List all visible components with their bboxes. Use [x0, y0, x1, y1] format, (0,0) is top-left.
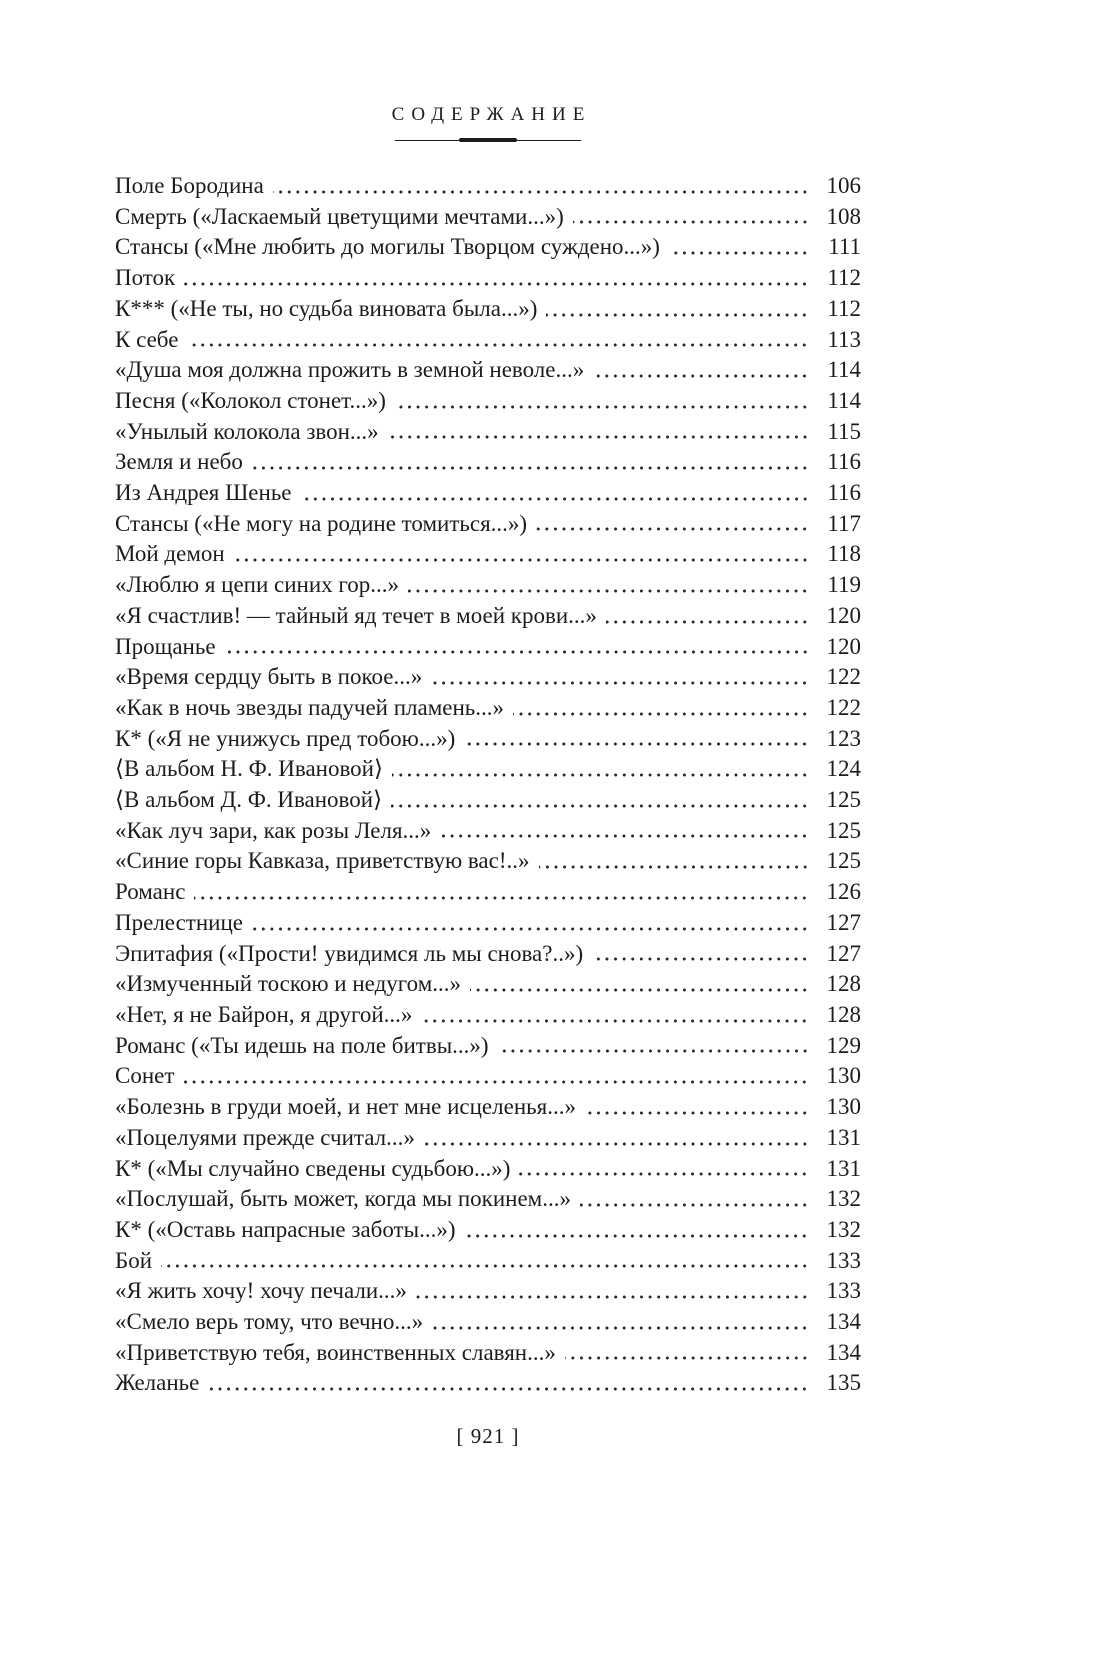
- toc-entry-page: 130: [826, 1063, 861, 1089]
- toc-entry: [115, 386, 861, 417]
- toc-entry-title: Поток: [115, 265, 176, 291]
- toc-entry-page: 120: [826, 633, 861, 659]
- toc-entry: [115, 877, 861, 908]
- toc-entry-title: «Нет, я не Байрон, я другой...»: [115, 1001, 413, 1027]
- toc-entry-page: 116: [827, 449, 861, 475]
- toc-entry-page: 119: [827, 572, 861, 598]
- toc-entry-title: ⟨В альбом Д. Ф. Ивановой⟩: [115, 787, 383, 813]
- toc-entry-page: 129: [826, 1032, 861, 1058]
- toc-entry: [115, 539, 861, 570]
- dot-leader: [432, 1307, 809, 1338]
- toc-entry-page: 122: [826, 694, 861, 720]
- dot-leader: [184, 263, 809, 294]
- toc-entry-title: «Послушай, быть может, когда мы покинем...»: [115, 1186, 571, 1212]
- dot-leader: [301, 478, 809, 509]
- toc-entry-page: 128: [826, 971, 861, 997]
- toc-entry-title: К*** («Не ты, но судьба виновата была...»): [115, 295, 538, 321]
- toc-entry-page: 125: [826, 817, 861, 843]
- toc-entry-title: «Смело верь тому, что вечно...»: [115, 1309, 424, 1335]
- toc-entry-page: 116: [827, 480, 861, 506]
- toc-entry: [115, 724, 861, 755]
- toc-entry-page: 115: [827, 418, 861, 444]
- dot-leader: [440, 816, 809, 847]
- toc-entry: [115, 355, 861, 386]
- dot-leader: [252, 447, 809, 478]
- toc-entry-page: 118: [827, 541, 861, 567]
- dot-leader: [592, 939, 809, 970]
- toc-entry-page: 125: [826, 848, 861, 874]
- toc-entry-title: Поле Бородина: [115, 173, 264, 198]
- toc-entry-page: 108: [826, 203, 861, 229]
- toc-entry: [115, 570, 861, 601]
- dot-leader: [208, 1368, 809, 1399]
- toc-entry-title: Эпитафия («Прости! увидимся ль мы снова?..»): [115, 940, 584, 966]
- toc-entry-page: 112: [827, 265, 861, 291]
- dot-leader: [183, 1061, 809, 1092]
- toc-entry: [115, 263, 861, 294]
- dot-leader: [391, 785, 809, 816]
- dot-leader: [395, 386, 809, 417]
- toc-entry-title: Желанье: [115, 1370, 200, 1396]
- toc-entry-title: Стансы («Мне любить до могилы Творцом суждено...»): [115, 234, 660, 260]
- toc-entry-title: Романс («Ты идешь на поле битвы...»): [115, 1032, 489, 1058]
- dot-leader: [536, 509, 809, 540]
- dot-leader: [194, 877, 809, 908]
- toc-entry: [115, 171, 861, 202]
- toc-entry-page: 113: [827, 326, 861, 352]
- dot-leader: [565, 1338, 809, 1369]
- toc-entry-title: «Унылый колокола звон...»: [115, 418, 379, 444]
- toc-entry: [115, 601, 861, 632]
- toc-entry-title: К себе: [115, 326, 179, 352]
- toc-entry: [115, 1276, 861, 1307]
- toc-entry-page: 106: [826, 173, 861, 198]
- toc-entry-title: «Время сердцу быть в покое...»: [115, 664, 423, 690]
- toc-entry: [115, 846, 861, 877]
- dot-leader: [669, 232, 809, 263]
- toc-entry-page: 132: [826, 1186, 861, 1212]
- toc-entry-title: ⟨В альбом Н. Ф. Ивановой⟩: [115, 756, 383, 782]
- toc-entry-title: «Люблю я цепи синих гор...»: [115, 572, 400, 598]
- toc-entry-page: 117: [827, 510, 861, 536]
- dot-leader: [539, 846, 809, 877]
- dot-leader: [392, 754, 809, 785]
- toc-entry-page: 123: [826, 725, 861, 751]
- dot-leader: [585, 1092, 809, 1123]
- toc-entry-page: 111: [828, 234, 861, 260]
- toc-entry-page: 122: [826, 664, 861, 690]
- toc-entry-title: Сонет: [115, 1063, 175, 1089]
- dot-leader: [388, 417, 809, 448]
- toc-entry-title: Бой: [115, 1247, 153, 1273]
- toc-entry-page: 124: [826, 756, 861, 782]
- toc-entry: [115, 939, 861, 970]
- toc-entry-page: 133: [826, 1247, 861, 1273]
- toc-entry: [115, 1000, 861, 1031]
- toc-entry: [115, 816, 861, 847]
- dot-leader: [273, 171, 809, 202]
- toc-entry-title: Стансы («Не могу на родине томиться...»): [115, 510, 528, 536]
- toc-entry: [115, 1123, 861, 1154]
- toc-entry-page: 125: [826, 787, 861, 813]
- dot-leader: [573, 202, 809, 233]
- dot-leader: [513, 693, 809, 724]
- toc-entry: [115, 1061, 861, 1092]
- toc-entry-title: «Как в ночь звезды падучей пламень...»: [115, 694, 505, 720]
- toc-entry-page: 130: [826, 1094, 861, 1120]
- toc-entry: [115, 662, 861, 693]
- toc-entry-title: Песня («Колокол стонет...»): [115, 387, 386, 413]
- toc-entry-page: 134: [826, 1339, 861, 1365]
- toc-entry-page: 114: [827, 387, 861, 413]
- toc-entry-title: Из Андрея Шенье: [115, 480, 292, 506]
- dot-leader: [252, 908, 809, 939]
- toc-entry: [115, 1215, 861, 1246]
- toc-entry-page: 133: [826, 1278, 861, 1304]
- toc-entry: [115, 1154, 861, 1185]
- dot-leader: [464, 724, 809, 755]
- dot-leader: [580, 1184, 809, 1215]
- toc-entry-title: «Я жить хочу! хочу печали...»: [115, 1278, 407, 1304]
- toc-entry: [115, 202, 861, 233]
- header-rule-ornament: [395, 137, 581, 145]
- toc-entry: [115, 1368, 861, 1399]
- dot-leader: [424, 1123, 809, 1154]
- toc-entry: [115, 417, 861, 448]
- toc-entry-title: Смерть («Ласкаемый цветущими мечтами...»): [115, 203, 564, 229]
- page-number-footer: [ 921 ]: [456, 1424, 520, 1448]
- dot-leader: [187, 325, 809, 356]
- toc-entry-page: 127: [826, 940, 861, 966]
- toc-entry: [115, 785, 861, 816]
- toc-entry-title: «Приветствую тебя, воинственных славян...»: [115, 1339, 556, 1365]
- dot-leader: [464, 1215, 809, 1246]
- dot-leader: [421, 1000, 809, 1031]
- toc-entry-page: 120: [826, 602, 861, 628]
- toc-entry: [115, 1031, 861, 1062]
- toc-entry: [115, 478, 861, 509]
- toc-entry-title: Земля и небо: [115, 449, 243, 475]
- dot-leader: [470, 969, 809, 1000]
- dot-leader: [593, 355, 809, 386]
- toc-entry-title: К* («Оставь напрасные заботы...»): [115, 1216, 456, 1242]
- toc-entry-page: 112: [827, 295, 861, 321]
- toc-entry: [115, 632, 861, 663]
- toc-header: [115, 0, 861, 145]
- page-title: СОДЕРЖАНИЕ: [391, 104, 592, 125]
- toc-entry-page: 128: [826, 1001, 861, 1027]
- dot-leader: [416, 1276, 809, 1307]
- toc-entry-page: 134: [826, 1309, 861, 1335]
- toc-entry: [115, 969, 861, 1000]
- toc-entry-title: «Измученный тоскою и недугом...»: [115, 971, 461, 997]
- toc-entry-title: К* («Мы случайно сведены судьбою...»): [115, 1155, 511, 1181]
- dot-leader: [431, 662, 809, 693]
- dot-leader: [225, 632, 809, 663]
- toc-entry-title: «Синие горы Кавказа, приветствую вас!..»: [115, 848, 530, 874]
- toc-entry-title: «Поцелуями прежде считал...»: [115, 1124, 415, 1150]
- toc-entry: [115, 1184, 861, 1215]
- toc-entry-title: Романс: [115, 879, 186, 905]
- toc-entry-title: «Я счастлив! — тайный яд течет в моей крови...»: [115, 602, 597, 628]
- header-rule-thick: [459, 138, 517, 142]
- toc-entry: [115, 447, 861, 478]
- book-page: [115, 0, 861, 1669]
- dot-leader: [161, 1246, 809, 1277]
- toc-entry-title: «Болезнь в груди моей, и нет мне исцеленья...»: [115, 1094, 576, 1120]
- toc-entry-page: 132: [826, 1216, 861, 1242]
- toc-entry-title: Мой демон: [115, 541, 225, 567]
- toc-entry-title: Прелестнице: [115, 909, 243, 935]
- toc-entry-page: 127: [826, 909, 861, 935]
- toc-entry-title: К* («Я не унижусь пред тобою...»): [115, 725, 456, 751]
- toc-entry: [115, 754, 861, 785]
- dot-leader: [519, 1154, 809, 1185]
- toc-entry-page: 135: [826, 1370, 861, 1396]
- toc-entry-page: 114: [827, 357, 861, 383]
- toc-entry: [115, 294, 861, 325]
- dot-leader: [234, 539, 809, 570]
- toc-entry: [115, 908, 861, 939]
- toc-entry-page: 126: [826, 879, 861, 905]
- dot-leader: [546, 294, 809, 325]
- dot-leader: [498, 1031, 809, 1062]
- dot-leader: [606, 601, 809, 632]
- toc-entry: [115, 693, 861, 724]
- toc-list: [115, 171, 861, 1399]
- toc-entry-title: Прощанье: [115, 633, 216, 659]
- toc-entry: [115, 1246, 861, 1277]
- toc-entry-page: 131: [826, 1124, 861, 1150]
- toc-entry: [115, 1307, 861, 1338]
- toc-entry-title: «Душа моя должна прожить в земной неволе...»: [115, 357, 585, 383]
- toc-entry: [115, 1092, 861, 1123]
- toc-entry-title: «Как луч зари, как розы Леля...»: [115, 817, 432, 843]
- toc-entry: [115, 1338, 861, 1369]
- toc-entry: [115, 325, 861, 356]
- dot-leader: [408, 570, 809, 601]
- toc-entry: [115, 509, 861, 540]
- toc-entry: [115, 232, 861, 263]
- toc-entry-page: 131: [826, 1155, 861, 1181]
